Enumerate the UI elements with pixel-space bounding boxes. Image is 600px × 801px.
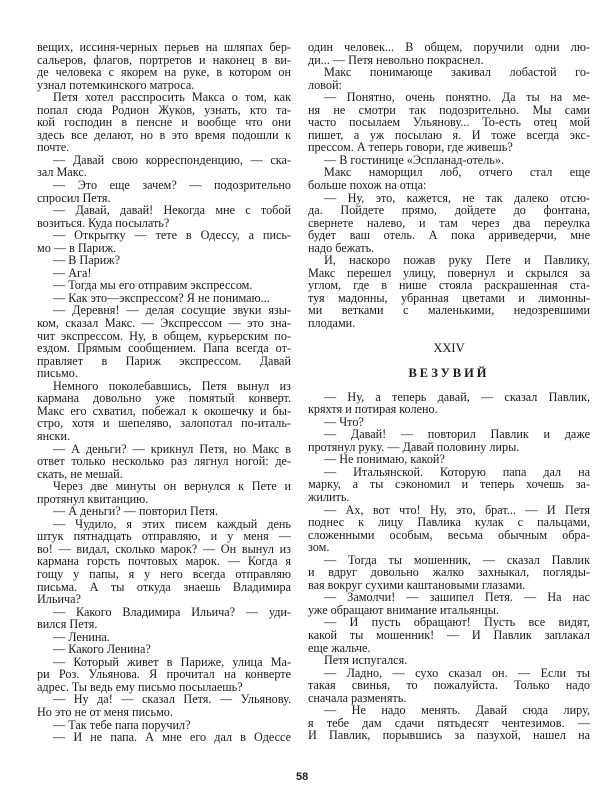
text-line: я тебе дам сдачи пятьдесят чентезимов. — xyxy=(308,715,590,730)
paragraph xyxy=(37,480,291,505)
chapter-title: ВЕЗУВИЙ xyxy=(408,365,490,380)
paragraph xyxy=(37,606,291,631)
text-line: вая вокруг сухими каштановыми глазами. xyxy=(308,577,526,592)
page-number: 58 xyxy=(296,771,309,783)
paragraph xyxy=(37,229,291,254)
paragraph xyxy=(37,443,291,481)
text-line: будет ваш отель. А пока арриведерчи, мне xyxy=(308,228,590,243)
text-line: пишет, а уж посылаю я. И тоже всегда экс- xyxy=(308,127,590,142)
text-line: адрес. Ты ведь ему письмо посылаешь? xyxy=(37,679,243,694)
text-line: — Открытку — тете в Одессу, а пись- xyxy=(53,228,291,243)
text-line: почте. xyxy=(37,140,70,155)
text-line: поднес к лицу Павлика кулак с пальцами, xyxy=(308,515,590,530)
text-line: такая свинья, то пожалуйста. Только надо xyxy=(308,678,590,693)
paragraph xyxy=(37,380,291,443)
text-line: еще жальче. xyxy=(308,640,371,655)
text-line: гощу у папы, я у него всегда отправляю xyxy=(37,566,291,581)
text-line: — Понятно, очень понятно. Да ты на ме- xyxy=(324,90,590,105)
text-line: спросил Петя. xyxy=(37,190,111,205)
text-line: ловой: xyxy=(308,77,342,92)
paragraph xyxy=(308,428,590,453)
text-line: какой ты мошенник! — И Павлик заплакал xyxy=(308,627,590,642)
paragraph xyxy=(37,41,291,91)
text-line: — И пусть обращают! Пусть все видят, xyxy=(324,615,590,630)
text-line: углом, где в нише стояла раскрашенная ста- xyxy=(308,278,590,293)
text-line: туя мадонны, убранная цветами и лимонны- xyxy=(308,290,590,305)
text-line: один человек... В общем, поручили одни лю- xyxy=(308,40,590,54)
paragraph xyxy=(37,656,291,694)
chapter-number: XXIV xyxy=(433,340,465,355)
text-line: марку, а ты сэкономил и теперь хочешь за- xyxy=(308,477,590,492)
text-line: да. Пойдете прямо, дойдете до фонтана, xyxy=(308,203,590,218)
text-line: кряхтя и потирая колено. xyxy=(308,402,438,417)
text-line: — И не папа. А мне его дал в Одессе xyxy=(53,730,291,745)
paragraph xyxy=(37,304,291,379)
text-line: прессом. А теперь говори, где живешь? xyxy=(308,140,513,155)
text-line: — Не понимаю, какой? xyxy=(324,452,445,467)
paragraph xyxy=(308,667,590,705)
paragraph xyxy=(37,505,291,518)
text-line: стро, хотя и шепеляво, залопотал по-италь- xyxy=(37,416,291,431)
right-column-top-text xyxy=(308,41,590,330)
text-line: — Ах, вот что! Ну, это, брат... — И Петя xyxy=(324,502,590,517)
paragraph xyxy=(37,154,291,179)
text-line: протянул квитанцию. xyxy=(37,491,149,506)
text-line: — Ленина. xyxy=(53,629,110,644)
text-line: ди... — Петя невольно покраснел. xyxy=(308,52,484,67)
text-line: — Тогда мы его отправим экспрессом. xyxy=(53,278,253,293)
paragraph xyxy=(308,453,590,466)
text-line: узнал потемкинского матроса. xyxy=(37,77,195,92)
paragraph xyxy=(37,91,291,154)
right-text-column xyxy=(308,41,590,742)
text-line: И Павлик, порывшись за пазухой, нашел на xyxy=(308,728,590,743)
text-line: кармана горсть почтовых марок. — Когда я xyxy=(37,554,291,569)
text-line: Немного поколебавшись, Петя вынул из xyxy=(53,378,291,393)
text-line: правляет в Париж экспрессом. Давай xyxy=(37,353,291,368)
text-line: — Замолчи! — зашипел Петя. — На нас xyxy=(324,590,590,605)
text-line: кармана довольно уже помятый конверт. xyxy=(37,391,291,406)
text-line: протянул руку. — Давай половину лиры. xyxy=(308,439,520,454)
text-line: — Как это—экспрессом? Я не понимаю... xyxy=(53,290,270,305)
paragraph xyxy=(308,254,590,329)
text-line: — Давай, давай! Некогда мне с тобой xyxy=(53,203,291,218)
text-line: вился Петя. xyxy=(37,617,98,632)
text-line: — Какого Владимира Ильича? — уди- xyxy=(53,604,291,619)
text-line: — Это еще зачем? — подозрительно xyxy=(53,178,291,193)
text-line: надо бежать. xyxy=(308,240,375,255)
text-line: де человека с якорем на руке, в котором он xyxy=(37,65,291,80)
text-line: письма. А ты откуда знаешь Владимира xyxy=(37,579,291,594)
text-line: — Итальянской. Которую папа дал на xyxy=(324,464,590,479)
paragraph xyxy=(308,192,590,255)
paragraph xyxy=(37,204,291,229)
paragraph xyxy=(308,704,590,742)
text-line: свернете налево, и там через два переулка xyxy=(308,215,590,230)
text-line: Макс его схватил, побежал к окошечку и бы- xyxy=(37,403,291,418)
text-line: кой господин в пенсне и вообще что они xyxy=(37,115,291,130)
text-line: зом. xyxy=(308,540,330,555)
text-line: — А деньги? — крикнул Петя, но Макс в xyxy=(53,441,291,456)
right-column-bottom-text xyxy=(308,391,590,742)
text-line: Макс перешел улицу, повернул и скрылся за xyxy=(308,265,590,280)
paragraph xyxy=(308,466,590,504)
text-line: Макс наморщил лоб, отчего стал еще xyxy=(324,165,590,180)
text-line: ми ветками с маленькими, недозревшими xyxy=(308,303,590,318)
text-line: возиться. Куда посылать? xyxy=(37,215,170,230)
paragraph xyxy=(37,693,291,718)
paragraph xyxy=(37,731,291,744)
text-line: — А деньги? — повторил Петя. xyxy=(53,504,219,519)
text-line: — Давай! — повторил Павлик и даже xyxy=(324,427,590,442)
paragraph xyxy=(308,554,590,592)
paragraph xyxy=(37,179,291,204)
text-line: зал Макс. xyxy=(37,165,87,180)
paragraph xyxy=(308,66,590,91)
text-line: ком, сказал Макс. — Экспрессом — это зна- xyxy=(37,316,291,331)
text-line: ездом. Прямым сообщением. Папа всегда от- xyxy=(37,341,291,356)
paragraph xyxy=(308,591,590,616)
text-line: янски. xyxy=(37,428,71,443)
text-line: — Ладно, — сухо сказал он. — Если ты xyxy=(324,665,590,680)
text-line: — Ну, а теперь давай, — сказал Павлик, xyxy=(324,389,590,404)
text-line: — Давай свою корреспонденцию, — ска- xyxy=(53,152,291,167)
text-line: скать, не мешай. xyxy=(37,466,123,481)
text-line: — Который живет в Париже, улица Ма- xyxy=(53,654,291,669)
paragraph xyxy=(308,504,590,554)
text-line: — В Париж? xyxy=(53,253,121,268)
text-line: здесь все делают, но в это время подошли к xyxy=(37,127,291,142)
text-line: чит экспрессом. Ну, в общем, курьерским по- xyxy=(37,328,291,343)
paragraph xyxy=(37,254,291,267)
text-line: во! — видал, сколько марок? — Он вынул из xyxy=(37,541,291,556)
paragraph xyxy=(37,643,291,656)
text-line: письмо. xyxy=(37,366,78,381)
left-text-column xyxy=(37,41,291,744)
text-line: уже обращают внимание итальянцы. xyxy=(308,602,499,617)
paragraph xyxy=(308,166,590,191)
paragraph xyxy=(308,391,590,416)
text-line: И, наскоро пожав руку Пете и Павлику, xyxy=(324,253,590,268)
text-line: жилить. xyxy=(308,489,350,504)
text-line: Ильича? xyxy=(37,592,81,607)
text-line: плодами. xyxy=(308,316,356,331)
text-line: Петя хотел расспросить Макса о том, как xyxy=(53,90,291,105)
text-line: ри Роз. Ульянова. Я прочитал на конверте xyxy=(37,667,291,682)
text-line: сальеров, флагов, портретов и наконец в ви- xyxy=(37,52,291,67)
text-line: — Что? xyxy=(324,414,364,429)
text-line: и вдруг довольно жалко захныкал, погляды- xyxy=(308,565,590,580)
text-line: мо — в Париж. xyxy=(37,240,117,255)
paragraph xyxy=(308,41,590,66)
paragraph xyxy=(308,616,590,654)
text-line: сначала разменять. xyxy=(308,690,407,705)
text-line: — Тогда ты мошенник, — сказал Павлик xyxy=(324,552,590,567)
text-line: — Какого Ленина? xyxy=(53,642,151,657)
text-line: ответ только несколько раз лягнул ногой: де- xyxy=(37,454,291,469)
paragraph xyxy=(37,518,291,606)
text-line: сложенными особым, весьма обычным обра- xyxy=(308,527,590,542)
text-line: — Так тебе папа поручил? xyxy=(53,717,191,732)
text-line: ня не смотри так подозрительно. Мы сами xyxy=(308,102,590,117)
text-line: — Деревня! — делая сосущие звуки язы- xyxy=(53,303,291,318)
text-line: Макс понимающе закивал лобастой го- xyxy=(324,65,590,80)
text-line: больше похож на отца: xyxy=(308,178,427,193)
text-line: Через две минуты он вернулся к Пете и xyxy=(53,479,291,494)
text-line: — Ага! xyxy=(53,265,92,280)
text-line: Петя испугался. xyxy=(324,653,408,668)
text-line: попал сюда Родион Жуков, узнать, кто та- xyxy=(37,102,291,117)
text-line: — Чудило, я этих писем каждый день xyxy=(53,516,291,531)
text-line: — Не надо менять. Давай сюда лиру, xyxy=(324,703,590,718)
text-line: часто посылаем Ульянову... То-есть отец мой xyxy=(308,115,590,130)
text-line: штук пятнадцать отправляю, и у меня — xyxy=(37,529,291,544)
text-line: — Ну да! — сказал Петя. — Ульянову. xyxy=(53,692,291,707)
text-line: — Ну, это, кажется, не так далеко отсю- xyxy=(324,190,590,205)
text-line: Но это не от меня письмо. xyxy=(37,704,173,719)
paragraph xyxy=(308,91,590,154)
text-line: вещих, иссиня-черных перьев на шляпах бер- xyxy=(37,40,291,54)
paragraph xyxy=(308,654,590,667)
text-line: — В гостинице «Эспланад-отель». xyxy=(324,152,504,167)
